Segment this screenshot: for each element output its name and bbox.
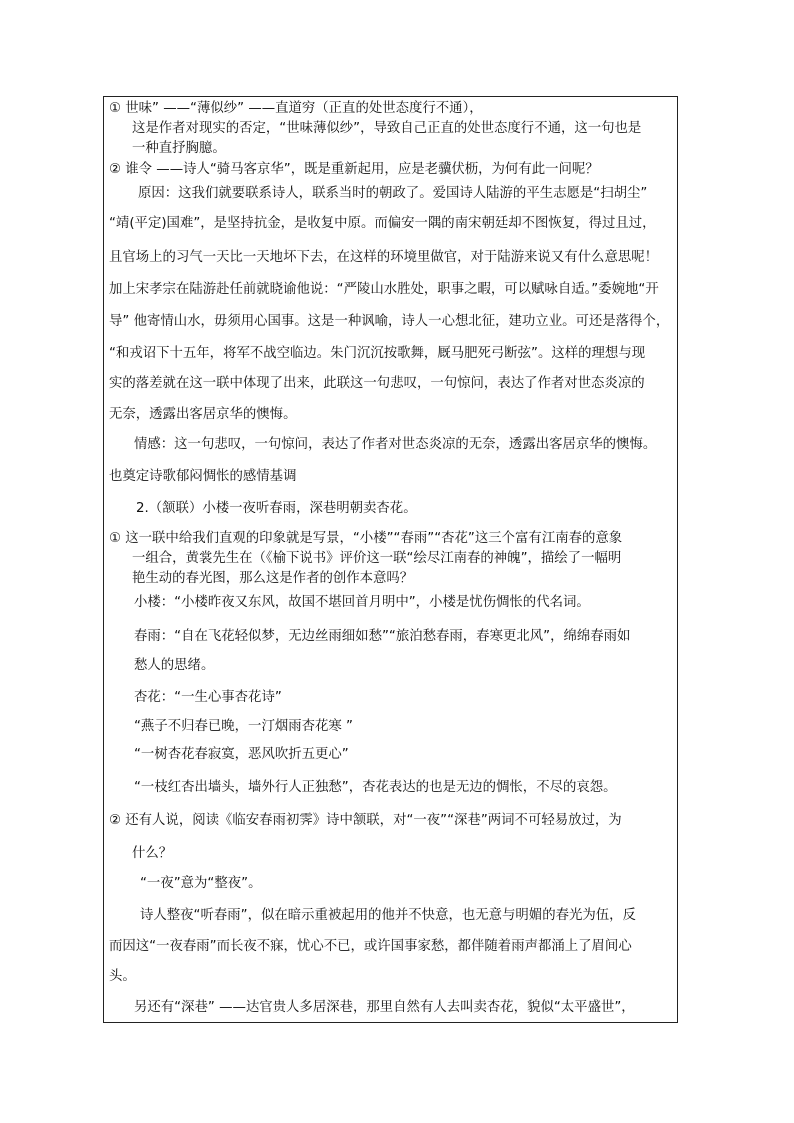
text-line-29: 诗人整夜“听春雨”，似在暗示重被起用的他并不快意，也无意与明媚的春光为伍，反 [140, 908, 636, 923]
text-line-11: 实的落差就在这一联中体现了出来，此联这一句悲叹，一句惊问，表达了作者对世态炎凉的 [109, 376, 645, 391]
text-line-25: “一枝红杏出墙头，墙外行人正独愁”，杏花表达的也是无边的惆怅，不尽的哀怨。 [134, 780, 617, 795]
text-line-31: 头。 [109, 969, 136, 984]
text-line-28: “一夜”意为“整夜”。 [140, 876, 262, 891]
text-line-5: 原因：这我们就要联系诗人，联系当时的朝政了。爱国诗人陆游的平生志愿是“扫胡尘” [138, 186, 648, 201]
text-line-20: 春雨：“自在飞花轻似梦，无边丝雨细如愁”“旅泊愁春雨，春寒更北风”，绵绵春雨如 [134, 629, 631, 644]
text-line-2: 这是作者对现实的否定，“世味薄似纱”，导致自己正直的处世态度行不通，这一句也是 [132, 121, 642, 136]
text-line-27: 什么？ [132, 846, 173, 861]
text-line-9: 导” 他寄情山水，毋须用心国事。这是一种讽喻，诗人一心想北征，建功立业。可还是落得个， [109, 314, 670, 329]
text-line-14: 也奠定诗歌郁闷惆怅的感情基调 [109, 469, 297, 484]
text-line-32: 另还有“深巷” ——达官贵人多居深巷，那里自然有人去叫卖杏花，貌似“太平盛世”， [134, 1000, 635, 1015]
text-line-6: “靖(平定)国难”，是坚持抗金，是收复中原。而偏安一隅的南宋朝廷却不图恢复，得过且过， [109, 216, 656, 231]
text-line-19: 小楼：“小楼昨夜又东风，故国不堪回首月明中”，小楼是忧伤惆怅的代名词。 [134, 595, 590, 610]
text-line-16: ① 这一联中给我们直观的印象就是写景，“小楼”“春雨”“杏花”这三个富有江南春的意象 [109, 531, 623, 546]
text-line-17: 一组合，黄裳先生在（《榆下说书》评价这一联“绘尽江南春的神魄”，描绘了一幅明 [132, 551, 622, 566]
text-line-10: “和戎诏下十五年，将军不战空临边。朱门沉沉按歌舞，厩马肥死弓断弦”。这样的理想与现 [109, 346, 646, 361]
text-line-1: ① 世味” ——“薄似纱” ——直道穷（正直的处世态度行不通）， [109, 101, 483, 116]
text-line-3: 一种直抒胸臆。 [132, 141, 226, 156]
text-line-23: “燕子不归春已晚，一汀烟雨杏花寒 ” [134, 719, 353, 734]
text-line-24: “一树杏花春寂寞，恶风吹折五更心” [134, 747, 349, 762]
text-line-18: 艳生动的春光图，那么这是作者的创作本意吗？ [132, 571, 414, 586]
text-line-30: 而因这“一夜春雨”而长夜不寐，忧心不已，或许国事家愁，都伴随着雨声都涌上了眉间心 [109, 939, 632, 954]
text-line-12: 无奈，透露出客居京华的懊悔。 [109, 407, 297, 422]
text-line-7: 且官场上的习气一天比一天地坏下去，在这样的环境里做官，对于陆游来说又有什么意思呢！ [109, 250, 659, 265]
text-line-8: 加上宋孝宗在陆游赴任前就晓谕他说：“严陵山水胜处，职事之暇，可以赋咏自适。”委婉地“开 [109, 282, 659, 297]
text-line-15: 2.（颔联）小楼一夜听春雨，深巷明朝卖杏花。 [136, 501, 417, 516]
text-line-21: 愁人的思绪。 [134, 658, 215, 673]
text-line-22: 杏花：“一生心事杏花诗” [134, 690, 282, 705]
text-line-26: ② 还有人说，阅读《临安春雨初霁》诗中颔联，对“一夜”“深巷”两词不可轻易放过，为 [109, 813, 622, 828]
text-line-13: 情感：这一句悲叹，一句惊问，表达了作者对世态炎凉的无奈，透露出客居京华的懊悔。 [134, 437, 657, 452]
text-line-4: ② 谁令 ——诗人“骑马客京华”，既是重新起用，应是老骥伏枥，为何有此一问呢？ [109, 162, 599, 177]
